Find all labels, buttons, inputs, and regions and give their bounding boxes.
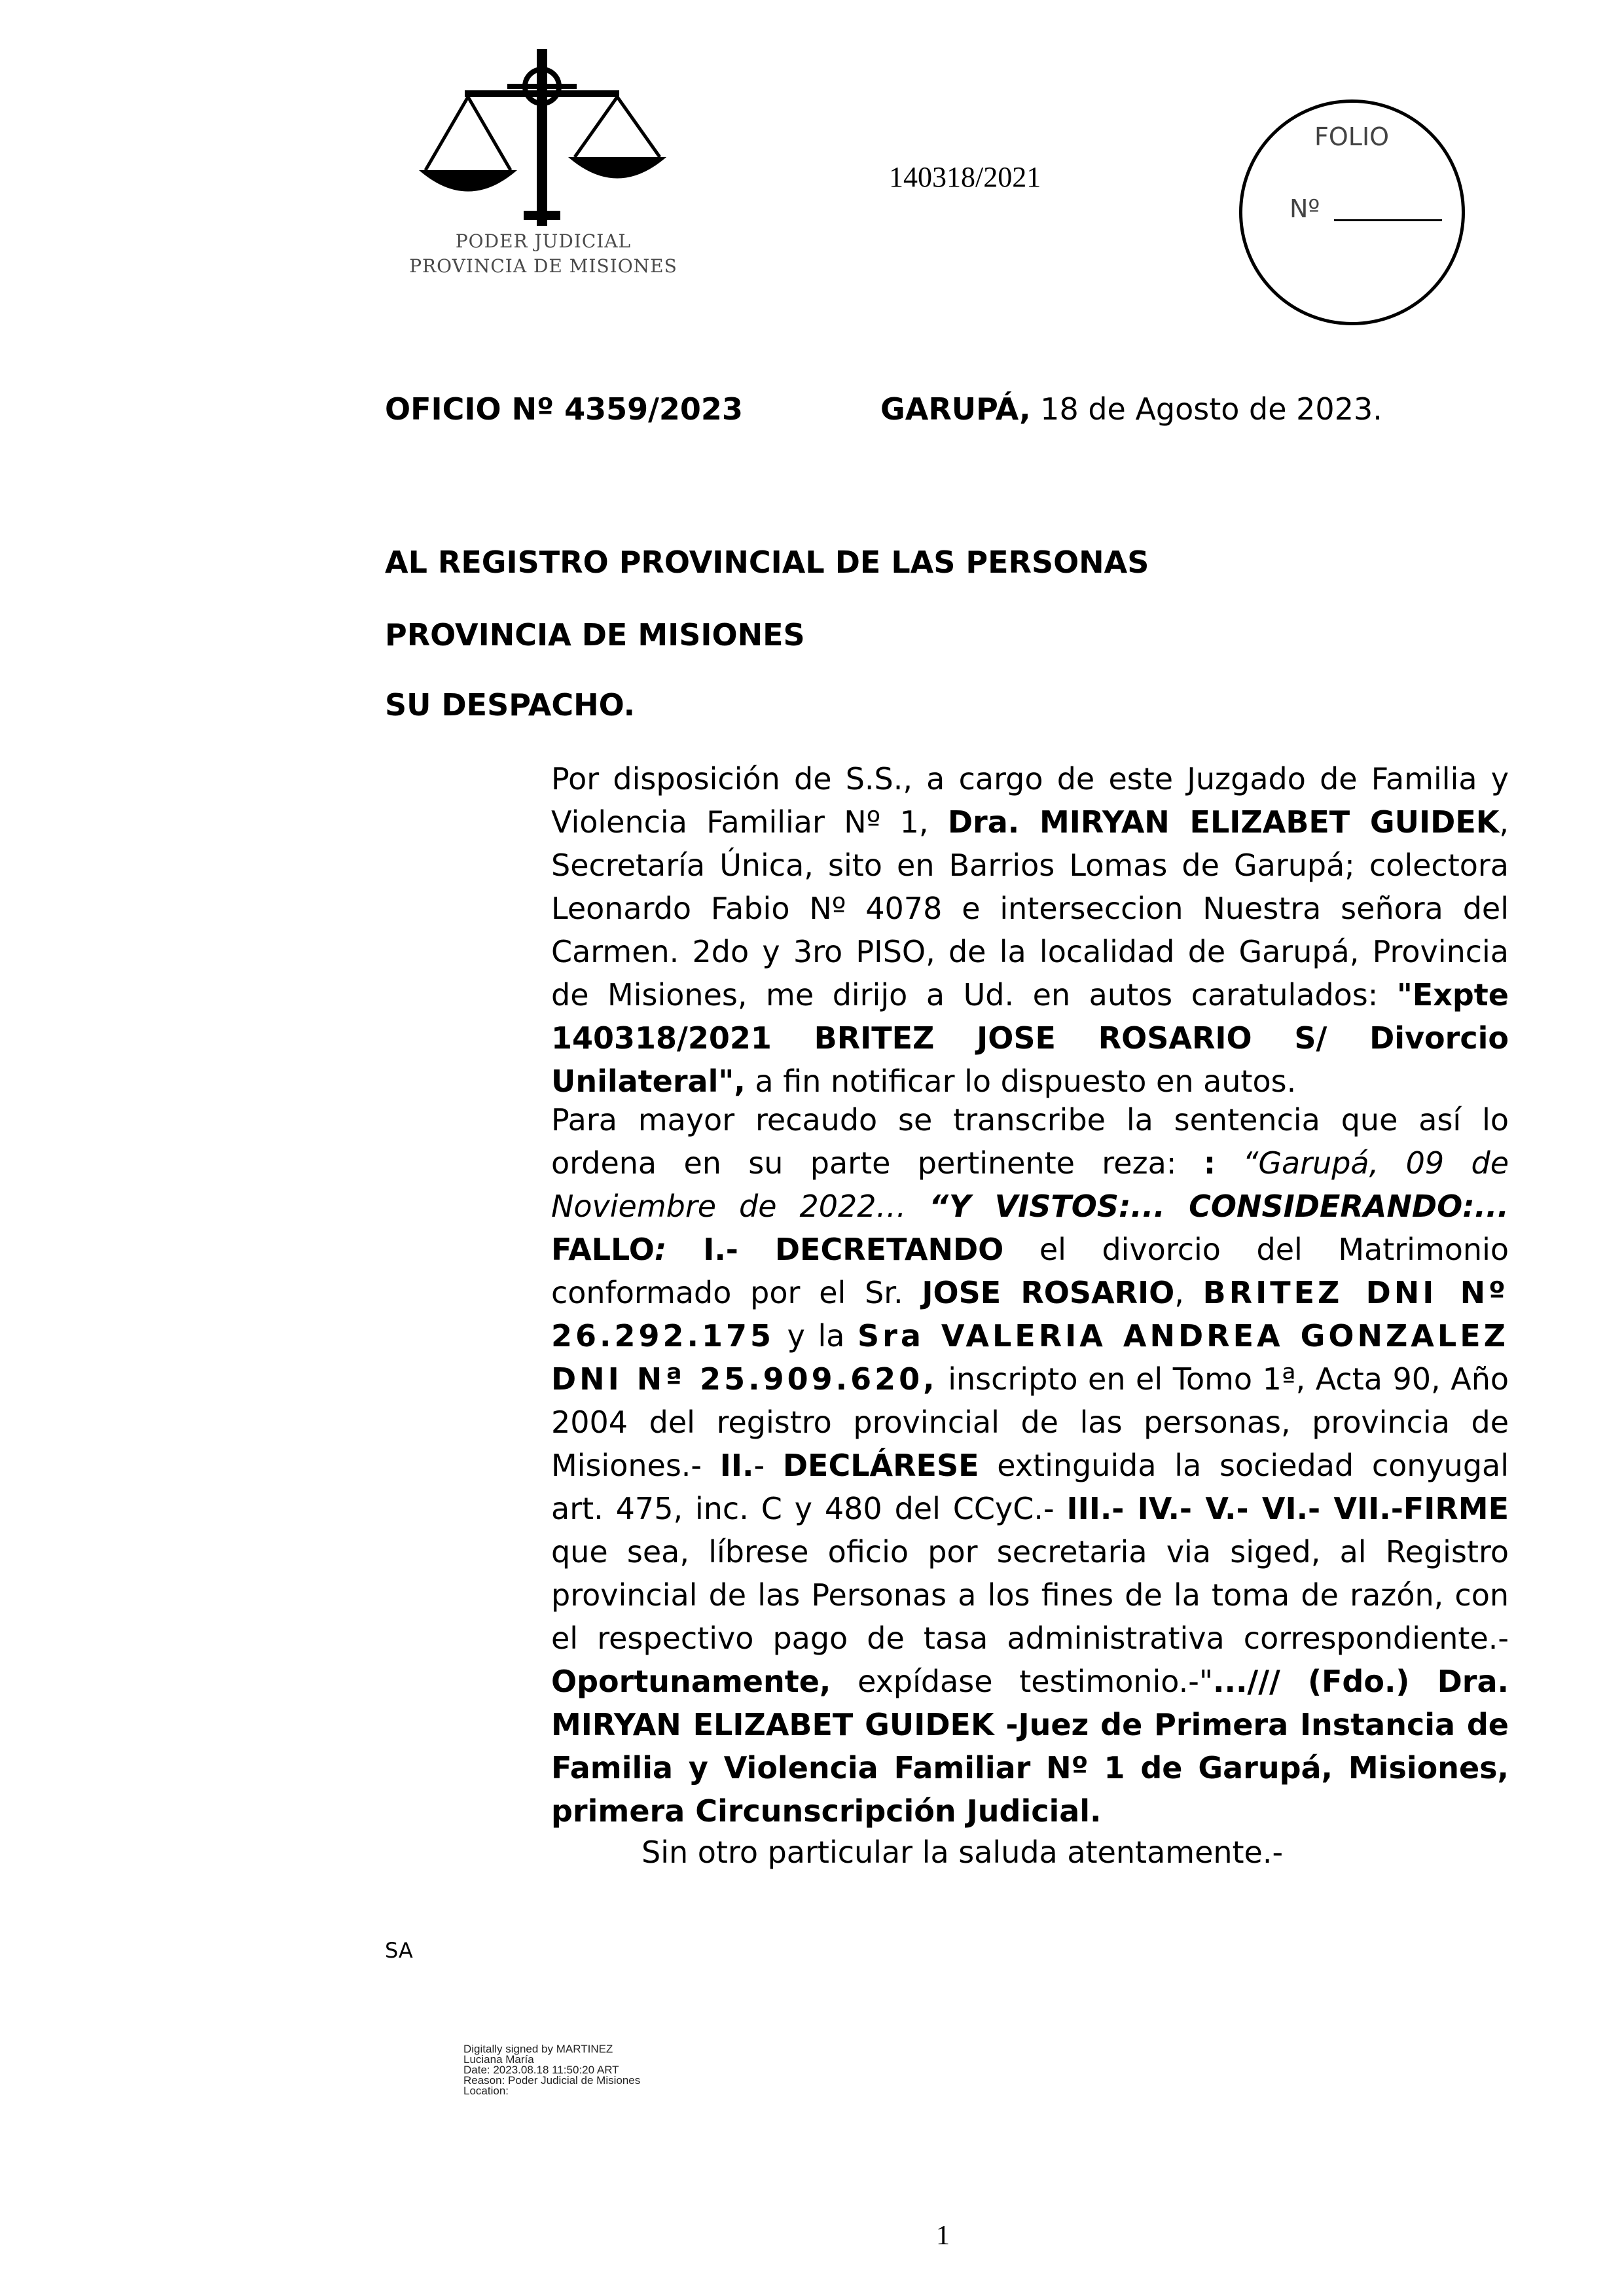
- logo-text-line1: PODER JUDICIAL: [455, 230, 632, 252]
- initials: SA: [385, 1938, 413, 1963]
- folio-number-label: Nº: [1290, 194, 1320, 223]
- place: GARUPÁ,: [880, 391, 1031, 427]
- judicial-logo: [403, 39, 684, 291]
- p2-decretando: I.- DECRETANDO: [666, 1232, 1004, 1267]
- signature-line4: Reason: Poder Judicial de Misiones: [463, 2074, 641, 2087]
- p2-vistos: “Y VISTOS:... CONSIDERANDO:...: [929, 1189, 1509, 1224]
- p2-dash: -: [753, 1448, 783, 1483]
- case-number: 140318/2021: [889, 161, 1041, 193]
- p2-fallo-colon: :: [654, 1232, 667, 1267]
- p1-text-a: Por disposición de S.S., a cargo de este Juzgado de Familia y Violencia Familiar Nº 1,: [551, 761, 1509, 840]
- p2-text-a: Para mayor recaudo se transcribe la sentencia que así lo ordena en su parte pertinente reza:: [551, 1102, 1509, 1181]
- signature-line2: Luciana María: [463, 2053, 534, 2066]
- p2-text-h: el divorcio del Matrimonio conformado por el Sr.: [551, 1232, 1509, 1310]
- digital-signature: [463, 2044, 640, 2096]
- p2-text-t: que sea, líbrese oficio por secretaria via siged, al Registro provincial de las Personas a los fines de la toma de razón, con el respectivo pago de tasa administrativa correspondiente.-: [551, 1534, 1509, 1656]
- signature-line3: Date: 2023.08.18 11:50:20 ART: [463, 2064, 619, 2076]
- p2-item-ii: II.: [719, 1448, 754, 1483]
- date: 18 de Agosto de 2023.: [1030, 391, 1382, 427]
- scales-of-justice-icon: [403, 39, 684, 229]
- folio-stamp: [1239, 99, 1465, 325]
- party-surname-dni-1: BRITEZ DNI Nº 26.292.175: [551, 1275, 1509, 1354]
- p2-comma: ,: [1174, 1275, 1203, 1310]
- judge-signature-line: .../// (Fdo.) Dra. MIRYAN ELIZABET GUIDEK -Juez de Primera Instancia de Familia y Violencia Familiar Nº 1 de Garupá, Misiones, primera Circunscripción Judicial.: [551, 1664, 1509, 1829]
- party-name-dni-2: Sra VALERIA ANDREA GONZALEZ DNI Nª 25.909.620,: [551, 1318, 1509, 1397]
- signature-line5: Location:: [463, 2085, 509, 2097]
- p2-text-n: inscripto en el Tomo 1ª, Acta 90, Año 2004 del registro provincial de las personas, provincia de Misiones.-: [551, 1361, 1509, 1483]
- p2-oportunamente: Oportunamente,: [551, 1664, 831, 1699]
- place-date: [880, 387, 1382, 431]
- signature-line1: Digitally signed by MARTINEZ: [463, 2043, 613, 2055]
- p2-text-l: y la: [774, 1318, 858, 1354]
- p2-colon: :: [1203, 1145, 1216, 1181]
- folio-blank-line: [1334, 219, 1442, 221]
- body-paragraph-1: [385, 757, 1509, 1103]
- p1-text-e: a fin notificar lo dispuesto en autos.: [745, 1064, 1297, 1099]
- party-name-1: JOSE ROSARIO: [922, 1275, 1175, 1310]
- addressee-line3: SU DESPACHO.: [385, 687, 636, 723]
- judge-name: Dra. MIRYAN ELIZABET GUIDEK: [947, 804, 1500, 840]
- p2-text-r: extinguida la sociedad conyugal art. 475, inc. C y 480 del CCyC.-: [551, 1448, 1509, 1526]
- p2-text-v: expídase testimonio.-": [831, 1664, 1213, 1699]
- folio-label: FOLIO: [1314, 122, 1390, 151]
- p2-fallo: FALLO: [551, 1232, 655, 1267]
- addressee-line2: PROVINCIA DE MISIONES: [385, 617, 805, 653]
- closing-line: Sin otro particular la saluda atentamente.-: [641, 1835, 1284, 1870]
- p2-sentence-date: “Garupá, 09 de Noviembre de 2022…: [551, 1145, 1509, 1224]
- p2-declarese: DECLÁRESE: [782, 1448, 979, 1483]
- office-number: OFICIO Nº 4359/2023: [385, 391, 743, 427]
- p2-items-firme: III.- IV.- V.- VI.- VII.-FIRME: [1066, 1491, 1509, 1526]
- p1-text-c: , Secretaría Única, sito en Barrios Lomas de Garupá; colectora Leonardo Fabio Nº 4078 e interseccion Nuestra señora del Carmen. 2do y 3ro PISO, de la localidad de Garupá, Provincia de Misiones, me dirijo a Ud. en autos caratulados:: [551, 804, 1509, 1013]
- body-paragraph-2: [385, 1098, 1509, 1833]
- addressee-line1: AL REGISTRO PROVINCIAL DE LAS PERSONAS: [385, 545, 1149, 580]
- page-number: 1: [936, 2221, 950, 2251]
- logo-text-line2: PROVINCIA DE MISIONES: [409, 255, 677, 277]
- case-caption: "Expte 140318/2021 BRITEZ JOSE ROSARIO S/ Divorcio Unilateral",: [551, 977, 1509, 1099]
